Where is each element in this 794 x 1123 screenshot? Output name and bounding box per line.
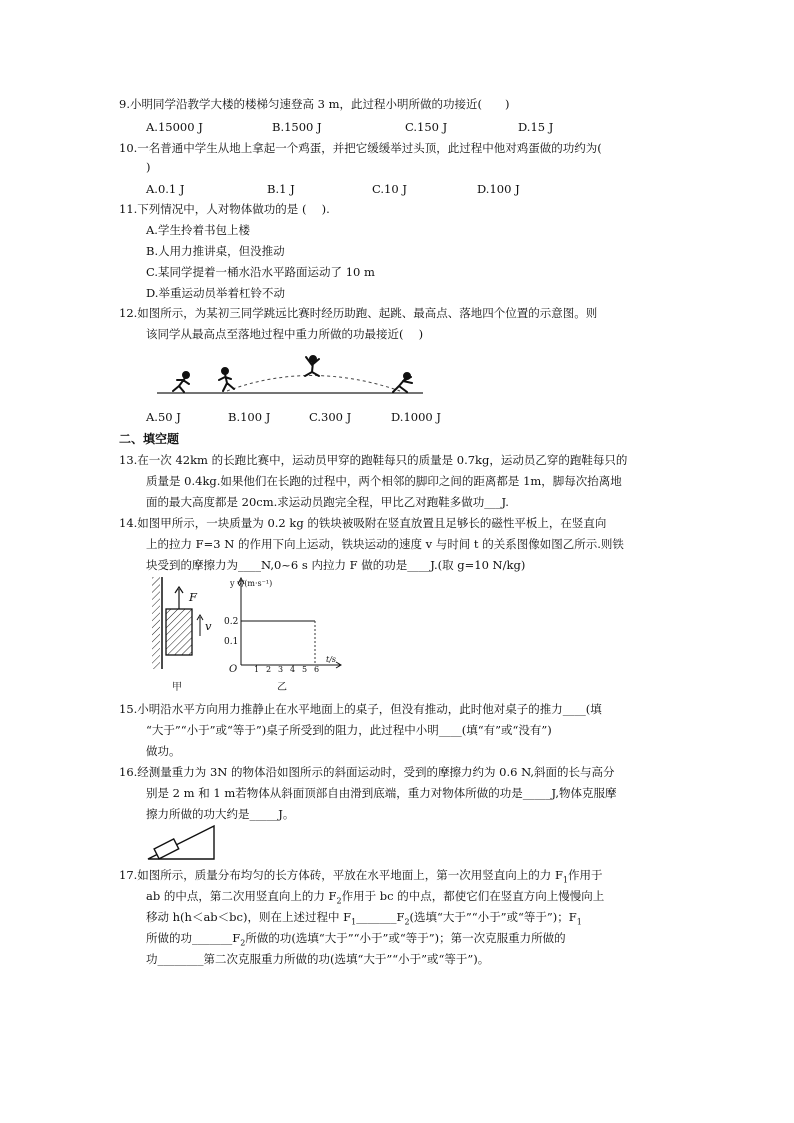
q10-option-d: D.100 J xyxy=(477,182,520,196)
q11-option-b: B.人用力推讲桌，但没推动 xyxy=(146,244,285,258)
q17-line3: 移动 h(h＜ab＜bc)，则在上述过程中 $F_1\_\_\_\_\_\_\_F_2$(选填“大于”“小于”或“等于”)；$F_1$ xyxy=(146,910,582,927)
q14-xtick-6: 6 xyxy=(314,665,320,674)
q14-force-label: F xyxy=(189,590,197,604)
q11-option-c: C.某同学提着一桶水沿水平路面运动了 10 m xyxy=(146,265,375,279)
q14-xaxis-unit: t/s xyxy=(326,655,337,664)
q14-velocity-arrow xyxy=(196,614,204,638)
q10-stem-line1: 10.一名普通中学生从地上拿起一个鸡蛋，并把它缓缓举过头顶，此过程中他对鸡蛋做的功约为( xyxy=(119,141,602,155)
q15-line1: 15.小明沿水平方向用力推静止在水平地面上的桌子，但没有推动，此时他对桌子的推力____(填 xyxy=(119,702,602,716)
q12-option-a: A.50 J xyxy=(146,410,181,424)
q9-option-c: C.150 J xyxy=(405,120,448,134)
q17-line4: 所做的功$\_\_\_\_\_\_\_F_2$所做的功(选填“大于”“小于”或“等于”)；第一次克服重力所做的 xyxy=(146,931,566,948)
q12-option-b: B.100 J xyxy=(228,410,271,424)
q12-stem-line2: 该同学从最高点至落地过程中重力所做的功最接近( ) xyxy=(146,327,424,341)
q16-line1: 16.经测量重力为 3N 的物体沿如图所示的斜面运动时，受到的摩擦力约为 0.6 N,斜面的长与高分 xyxy=(119,765,615,779)
q14-xtick-3: 3 xyxy=(278,665,284,674)
q14-xtick-5: 5 xyxy=(302,665,308,674)
q10-option-c: C.10 J xyxy=(372,182,407,196)
q14-figure-jia-label: 甲 xyxy=(172,682,182,693)
q14-figure-jia xyxy=(148,575,218,695)
q14-xtick-4: 4 xyxy=(290,665,296,674)
incline-figure xyxy=(146,823,218,863)
section-heading-fill-in: 二、填空题 xyxy=(119,432,180,446)
q10-option-b: B.1 J xyxy=(267,182,295,196)
q11-option-a: A.学生拎着书包上楼 xyxy=(146,223,250,237)
q9-option-b: B.1500 J xyxy=(272,120,322,134)
q14-xtick-1: 1 xyxy=(254,665,260,674)
q16-line3: 擦力所做的功大约是_____J。 xyxy=(146,807,295,821)
q10-option-a: A.0.1 J xyxy=(146,182,185,196)
q13-line3: 面的最大高度都是 20cm.求运动员跑完全程，甲比乙对跑鞋多做功___J. xyxy=(146,495,509,509)
q17-line2: ab 的中点，第二次用竖直向上的力 $F_2$作用于 bc 的中点，都使它们在竖直方向上慢慢向上 xyxy=(146,889,605,906)
q16-line2: 别是 2 m 和 1 m若物体从斜面顶部自由滑到底端，重力对物体所做的功是_____J,物体克服摩 xyxy=(146,786,617,800)
q12-option-c: C.300 J xyxy=(309,410,352,424)
q12-stem-line1: 12.如图所示，为某初三同学跳远比赛时经历助跑、起跳、最高点、落地四个位置的示意图。则 xyxy=(119,306,598,320)
q14-tick-0.1: 0.1 xyxy=(224,637,239,647)
q14-origin-label: O xyxy=(229,664,238,675)
q13-line2: 质量是 0.4kg.如果他们在长跑的过程中，两个相邻的脚印之间的距离都是 1m，脚每次抬离地 xyxy=(146,474,622,488)
q14-line1: 14.如图甲所示，一块质量为 0.2 kg 的铁块被吸附在竖直放置且足够长的磁性平板上，在竖直向 xyxy=(119,516,607,530)
q14-velocity-label: v xyxy=(205,619,212,633)
q14-xtick-2: 2 xyxy=(266,665,272,674)
q9-option-a: A.15000 J xyxy=(146,120,203,134)
q9-stem: 9.小明同学沿教学大楼的楼梯匀速登高 3 m，此过程小明所做的功接近( ) xyxy=(119,97,510,111)
q15-line3: 做功。 xyxy=(146,744,181,758)
q17-line5: 功________第二次克服重力所做的功(选填“大于”“小于”或“等于”)。 xyxy=(146,952,490,966)
q11-stem: 11.下列情况中，人对物体做功的是 ( ). xyxy=(119,202,330,216)
q9-option-d: D.15 J xyxy=(518,120,554,134)
q14-figure-yi-label: 乙 xyxy=(277,682,287,693)
q13-line1: 13.在一次 42km 的长跑比赛中，运动员甲穿的跑鞋每只的质量是 0.7kg，运动员乙穿的跑鞋每只的 xyxy=(119,453,628,467)
q14-line3: 块受到的摩擦力为____N,0~6 s 内拉力 F 做的功是____J.(取 g=10 N/kg) xyxy=(146,558,526,572)
q10-stem-line2: ) xyxy=(146,160,151,174)
q15-line2: “大于”“小于”或“等于”)桌子所受到的阻力，此过程中小明____(填“有”或“没有”) xyxy=(146,723,552,737)
q11-option-d: D.举重运动员举着杠铃不动 xyxy=(146,286,285,300)
q14-yaxis-label: y v/(m·s⁻¹) xyxy=(230,579,273,588)
long-jump-figure xyxy=(155,345,425,400)
q14-line2: 上的拉力 F=3 N 的作用下向上运动，铁块运动的速度 v 与时间 t 的关系图像如图乙所示.则铁 xyxy=(146,537,624,551)
q12-option-d: D.1000 J xyxy=(391,410,441,424)
q14-tick-0.2: 0.2 xyxy=(224,617,239,627)
q17-line1: 17.如图所示，质量分布均匀的长方体砖，平放在水平地面上，第一次用竖直向上的力 $F_1$作用于 xyxy=(119,868,603,885)
